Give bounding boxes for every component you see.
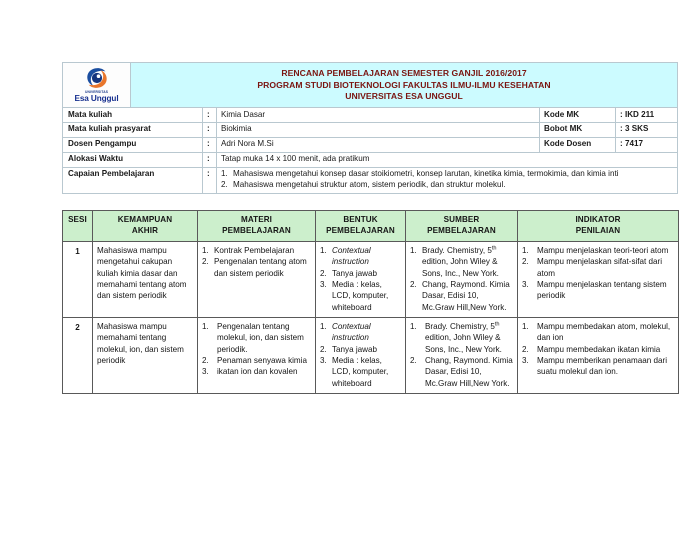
list-item — [522, 344, 674, 355]
list-item-number: 2. — [410, 355, 417, 365]
list-item-text: Media : kelas, LCD, komputer, whiteboard — [332, 355, 389, 388]
indikator-list — [522, 321, 674, 378]
list-item — [320, 245, 401, 268]
list-item — [320, 321, 401, 344]
info-right-label: Bobot MK — [540, 122, 616, 137]
header-line-2: PENILAIAN — [575, 226, 621, 236]
list-item-number: 1. — [202, 321, 209, 331]
list-item-text: Tanya jawab — [332, 344, 377, 354]
cell-bentuk — [316, 317, 406, 393]
ref-post: edition, John Wiley & Sons, Inc., New York. — [422, 257, 499, 278]
list-item — [202, 245, 311, 256]
list-item-number: 3. — [522, 279, 529, 289]
column-header-materi-pembelajaran — [198, 210, 316, 241]
info-right-value: : IKD 211 — [616, 108, 678, 122]
cell-kemampuan-akhir: Mahasiswa mampu mengetahui cakupan kuliah kimia dasar dan memahami tentang atom dan sistem periodik — [93, 242, 198, 318]
header-line-2: PEMBELAJARAN — [326, 226, 395, 236]
table-row — [63, 242, 679, 318]
list-item-number: 1. — [320, 246, 327, 255]
list-item — [522, 245, 674, 256]
ref-pre: Brady. Chemistry, 5 — [425, 321, 495, 331]
title-line-1: RENCANA PEMBELAJARAN SEMESTER GANJIL 2016/2017 — [281, 67, 527, 78]
list-item-text: Mampu membedakan atom, molekul, dan ion — [537, 321, 671, 343]
list-item-text — [422, 245, 513, 279]
list-item — [202, 321, 311, 355]
info-label: Mata kuliah — [63, 108, 203, 122]
ref-pre: Brady. Chemistry, 5 — [422, 246, 492, 255]
info-value: Biokimia — [217, 122, 540, 137]
info-label: Mata kuliah prasyarat — [63, 122, 203, 137]
list-item — [410, 279, 513, 313]
info-colon: : — [203, 122, 217, 137]
cell-sesi: 1 — [63, 242, 93, 318]
list-item-number: 3. — [522, 355, 529, 365]
table-header-row — [63, 210, 679, 241]
capaian-item-text: Mahasiswa mengetahui konsep dasar stoikiometri, konsep larutan, kinetika kimia, termokimia, dan kimia inti — [233, 169, 619, 179]
list-item-number: 3. — [202, 367, 209, 377]
table-row — [63, 317, 679, 393]
info-colon: : — [203, 152, 217, 167]
list-item — [202, 355, 311, 366]
info-right-label: Kode MK — [540, 108, 616, 122]
column-header-sumber-pembelajaran — [406, 210, 518, 241]
list-item-text: Mampu menjelaskan tentang sistem periodik — [537, 279, 667, 301]
list-item-text — [425, 321, 513, 355]
ref-superscript: th — [491, 245, 497, 252]
table-body — [63, 242, 679, 394]
list-item — [410, 355, 513, 389]
list-item — [320, 268, 401, 279]
materi-list — [202, 321, 311, 378]
info-label: Dosen Pengampu — [63, 137, 203, 152]
cell-materi — [198, 317, 316, 393]
capaian-list — [217, 167, 678, 193]
list-item — [522, 355, 674, 378]
header-line-1: INDIKATOR — [575, 214, 621, 224]
list-item — [522, 279, 674, 302]
capaian-item-number: 1. — [221, 169, 228, 179]
rps-document — [62, 62, 678, 394]
cell-sumber — [406, 242, 518, 318]
list-item-text: Mampu menjelaskan sifat-sifat dari atom — [537, 257, 663, 278]
info-value: Kimia Dasar — [217, 108, 540, 122]
list-item-text: Mampu menjelaskan teori-teori atom — [537, 246, 669, 255]
esa-unggul-swirl-logo-icon — [85, 66, 109, 90]
sumber-list — [410, 321, 513, 389]
info-value: Tatap muka 14 x 100 menit, ada pratikum — [217, 152, 678, 167]
capaian-item-number: 2. — [221, 180, 228, 190]
list-item-number: 1. — [410, 246, 417, 255]
logo-name-text: Esa Unggul — [74, 93, 119, 103]
list-item-text: Contextual instruction — [332, 246, 371, 267]
list-item-text: ikatan ion dan kovalen — [217, 367, 298, 377]
cell-indikator — [518, 317, 679, 393]
capaian-item — [221, 169, 673, 180]
header-line-2: PEMBELAJARAN — [427, 226, 496, 236]
column-header-sesi — [63, 210, 93, 241]
list-item-text: Mampu membedakan ikatan kimia — [537, 344, 661, 354]
info-label: Alokasi Waktu — [63, 152, 203, 167]
info-row — [63, 108, 678, 122]
list-item-text: Penaman senyawa kimia — [217, 355, 307, 365]
bentuk-list — [320, 245, 401, 313]
indikator-list — [522, 245, 674, 302]
header-line-2: PEMBELAJARAN — [222, 226, 291, 236]
list-item-number: 2. — [202, 355, 209, 365]
info-colon: : — [203, 167, 217, 193]
list-item — [202, 256, 311, 279]
list-item-text: Kontrak Pembelajaran — [214, 246, 295, 255]
header-line-1: KEMAMPUAN — [117, 214, 173, 224]
list-item-number: 3. — [320, 355, 327, 365]
list-item — [522, 256, 674, 279]
column-header-kemampuan-akhir — [93, 210, 198, 241]
cell-sesi: 2 — [63, 317, 93, 393]
cell-bentuk — [316, 242, 406, 318]
ref-superscript: th — [494, 321, 500, 328]
info-value: Adri Nora M.Si — [217, 137, 540, 152]
header-line-2: AKHIR — [131, 226, 159, 236]
list-item-number: 2. — [522, 257, 529, 267]
list-item-text: Pengenalan tentang atom dan sistem periodik — [214, 257, 307, 278]
header-line-1: SESI — [68, 214, 87, 224]
list-item — [202, 366, 311, 377]
list-item-number: 2. — [320, 344, 327, 354]
university-logo-cell — [63, 63, 131, 107]
ref-post: edition, John Wiley & Sons, Inc., New York. — [425, 333, 502, 354]
list-item — [410, 321, 513, 355]
list-item-number: 3. — [320, 279, 327, 289]
title-line-2: PROGRAM STUDI BIOTEKNOLOGI FAKULTAS ILMU-ILMU KESEHATAN — [257, 79, 551, 90]
list-item-number: 1. — [320, 321, 327, 331]
list-item-number: 1. — [522, 321, 529, 331]
materi-list — [202, 245, 311, 279]
list-item-number: 1. — [202, 246, 209, 255]
info-row-alokasi — [63, 152, 678, 167]
info-row-capaian — [63, 167, 678, 193]
capaian-item — [221, 180, 673, 191]
list-item — [320, 355, 401, 389]
cell-indikator — [518, 242, 679, 318]
list-item — [320, 279, 401, 313]
list-item-text: Chang, Raymond. Kimia Dasar, Edisi 10, Mc.Graw Hill,New York. — [422, 279, 510, 312]
cell-kemampuan-akhir: Mahasiswa mampu memahami tentang molekul, ion, dan sistem periodik — [93, 317, 198, 393]
list-item-text: Mampu memberikan penamaan dari suatu molekul dan ion. — [537, 355, 668, 377]
list-item-number: 2. — [202, 257, 209, 267]
column-header-bentuk-pembelajaran — [316, 210, 406, 241]
column-header-indikator-penilaian — [518, 210, 679, 241]
header-line-1: SUMBER — [443, 214, 480, 224]
cell-sumber — [406, 317, 518, 393]
section-spacer — [62, 194, 678, 210]
list-item-number: 2. — [410, 279, 417, 289]
header-line-1: BENTUK — [343, 214, 378, 224]
cell-materi — [198, 242, 316, 318]
list-item-number: 2. — [320, 268, 327, 278]
sumber-list — [410, 245, 513, 313]
list-item-number: 1. — [410, 321, 417, 331]
info-right-value: : 7417 — [616, 137, 678, 152]
header-line-1: MATERI — [240, 214, 273, 224]
capaian-item-text: Mahasiswa mengetahui struktur atom, sistem periodik, dan struktur molekul. — [233, 180, 506, 190]
logo-sub-text: UNIVERSITAS — [84, 90, 109, 95]
list-item-text: Contextual instruction — [332, 321, 371, 343]
list-item-text: Tanya jawab — [332, 268, 377, 278]
info-right-value: : 3 SKS — [616, 122, 678, 137]
info-right-label: Kode Dosen — [540, 137, 616, 152]
info-colon: : — [203, 108, 217, 122]
list-item — [522, 321, 674, 344]
list-item-text: Pengenalan tentang molekul, ion, dan sistem periodik. — [217, 321, 304, 354]
info-label: Capaian Pembelajaran — [63, 167, 203, 193]
title-line-3: UNIVERSITAS ESA UNGGUL — [345, 91, 463, 102]
list-item-number: 2. — [522, 344, 529, 354]
list-item-text: Chang, Raymond. Kimia Dasar, Edisi 10, Mc.Graw Hill,New York. — [425, 355, 513, 388]
session-plan-table — [62, 210, 679, 394]
info-row — [63, 122, 678, 137]
info-row — [63, 137, 678, 152]
list-item — [320, 344, 401, 355]
list-item-text: Media : kelas, LCD, komputer, whiteboard — [332, 279, 389, 312]
list-item-number: 1. — [522, 246, 529, 255]
document-header-banner — [62, 62, 678, 108]
document-title-block — [131, 63, 677, 107]
list-item — [410, 245, 513, 279]
course-info-table — [62, 108, 678, 194]
info-colon: : — [203, 137, 217, 152]
bentuk-list — [320, 321, 401, 389]
